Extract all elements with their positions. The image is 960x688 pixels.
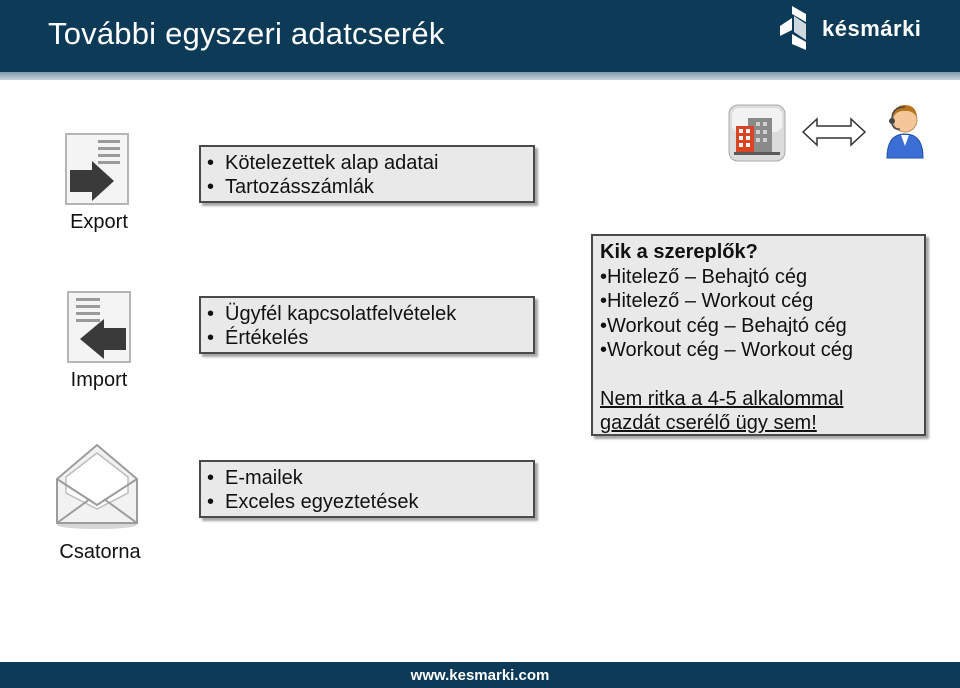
actor-pair: •Hitelező – Workout cég — [600, 290, 814, 312]
double-arrow-icon — [801, 116, 867, 148]
footer-bar — [0, 662, 960, 688]
header-bar — [0, 0, 960, 72]
list-item: • Ügyfél kapcsolatfelvételek — [201, 302, 533, 326]
footer-url: www.kesmarki.com — [410, 667, 550, 684]
actors-note-line2: gazdát cserélő ügy sem! — [600, 412, 817, 434]
list-item: • E-mailek — [201, 466, 533, 490]
logo-text: késmárki — [822, 16, 922, 41]
page-title: További egyszeri adatcserék — [48, 16, 445, 51]
actor-pair: •Hitelező – Behajtó cég — [600, 265, 808, 288]
list-item: • Értékelés — [201, 326, 533, 350]
logo-mark-icon — [776, 4, 816, 56]
actor-pair: •Workout cég – Behajtó cég — [600, 314, 847, 337]
brand-logo — [776, 4, 922, 56]
actors-info-box — [591, 234, 926, 436]
import-label: Import — [70, 369, 128, 391]
actor-pair: •Workout cég – Workout cég — [600, 339, 854, 361]
envelope-icon — [52, 443, 142, 531]
channel-label: Csatorna — [59, 541, 141, 563]
import-data-box — [199, 296, 535, 354]
list-item: • Exceles egyeztetések — [201, 490, 533, 514]
agent-person-icon — [884, 100, 926, 160]
actors-note-line1: Nem ritka a 4-5 alkalommal — [600, 387, 844, 410]
channel-data-box — [199, 460, 535, 518]
export-document-icon — [64, 132, 130, 206]
company-building-icon — [728, 104, 786, 164]
import-document-icon — [66, 290, 132, 364]
export-label: Export — [70, 211, 128, 233]
header-divider — [0, 72, 960, 80]
export-data-box — [199, 145, 535, 203]
list-item: • Tartozásszámlák — [201, 175, 533, 199]
actors-title: Kik a szereplők? — [600, 241, 758, 263]
list-item: • Kötelezettek alap adatai — [201, 151, 533, 175]
